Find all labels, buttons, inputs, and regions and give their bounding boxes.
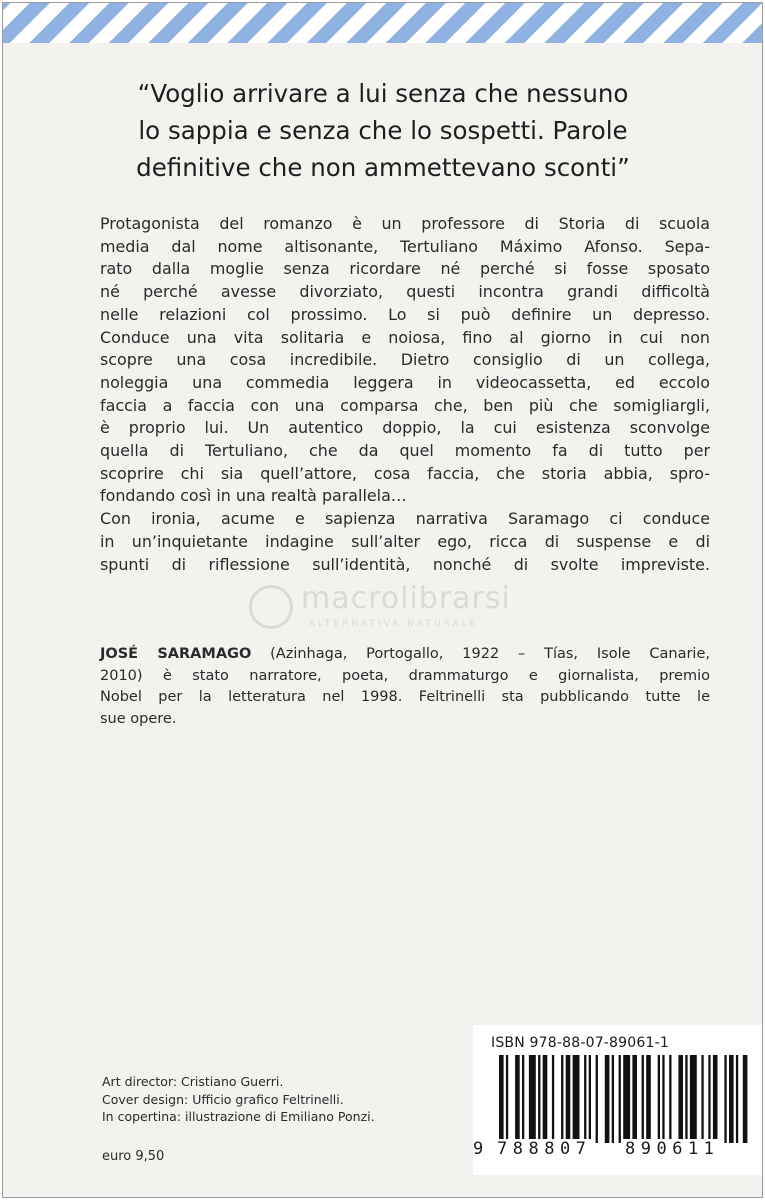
synopsis-line: noleggia una commedia leggera in videocassetta, ed eccolo xyxy=(100,372,710,392)
synopsis-line: spunti di riflessione sull’identità, nonché di svolte impreviste. xyxy=(100,554,710,574)
barcode-bar xyxy=(506,1055,508,1151)
synopsis-line: è proprio lui. Un autentico doppio, la cui esistenza sconvolge xyxy=(100,418,710,438)
barcode-bar xyxy=(678,1055,683,1143)
barcode-bar xyxy=(685,1055,687,1143)
pull-quote xyxy=(63,75,703,186)
bio-line: Nobel per la letteratura nel 1998. Feltrinelli sta pubblicando tutte le xyxy=(100,689,710,705)
barcode-bar xyxy=(552,1055,554,1143)
credit-cover-design: Cover design: Ufficio grafico Feltrinelli. xyxy=(102,1091,344,1107)
barcode-bar xyxy=(589,1055,591,1143)
bio-author-name: JOSÉ SARAMAGO xyxy=(100,646,252,662)
barcode-bar xyxy=(729,1055,734,1143)
quote-line: “Voglio arrivare a lui senza che nessuno xyxy=(137,79,629,108)
barcode-bar xyxy=(646,1055,651,1143)
ean-left-digits: 788807 xyxy=(497,1139,592,1159)
credit-cover-illustration: In copertina: illustrazione di Emiliano Ponzi. xyxy=(102,1109,375,1124)
isbn-label: ISBN 978-88-07-89061-1 xyxy=(491,1035,669,1051)
watermark-emblem-icon xyxy=(249,585,293,629)
barcode-bar xyxy=(584,1055,586,1143)
author-bio xyxy=(100,644,710,730)
synopsis-line: quella di Tertuliano, che da quel momento fa di tutto per xyxy=(100,441,710,461)
ean-first-digit: 9 xyxy=(473,1139,484,1159)
synopsis-line: rato dalla moglie senza ricordare né perché si fosse sposato xyxy=(100,259,710,279)
bio-line: sue opere. xyxy=(100,710,177,727)
synopsis-line: scopre una cosa incredibile. Dietro consiglio di un collega, xyxy=(100,350,710,370)
barcode-bar xyxy=(690,1055,697,1143)
quote-line: lo sappia e senza che lo sospetti. Parole xyxy=(138,116,628,145)
bio-line xyxy=(100,644,710,666)
barcode-bar xyxy=(561,1055,563,1143)
barcode-bar xyxy=(658,1055,660,1143)
barcode-bar xyxy=(662,1055,664,1143)
book-back-cover xyxy=(2,2,763,1198)
barcode-bar xyxy=(538,1055,540,1143)
barcode-bar xyxy=(713,1055,718,1143)
barcode-bar xyxy=(619,1055,621,1143)
barcode-bar xyxy=(543,1055,548,1143)
bio-line-text: (Azinhaga, Portogallo, 1922 – Tías, Isole Canarie, xyxy=(251,646,710,662)
barcode-bar xyxy=(708,1055,710,1143)
barcode-bar xyxy=(701,1055,703,1143)
synopsis-line: faccia a faccia con una comparsa che, ben più che somigliargli, xyxy=(100,395,710,415)
barcode-bar xyxy=(499,1055,504,1151)
barcode-bar xyxy=(515,1055,520,1143)
isbn-barcode-block xyxy=(473,1025,763,1175)
synopsis-line: né perché avesse divorziato, questi incontra grandi difficoltà xyxy=(100,282,710,302)
barcode-bar xyxy=(605,1055,610,1143)
watermark-tagline: ALTERNATIVA NATURALE xyxy=(309,619,479,629)
synopsis-line: Protagonista del romanzo è un professore di Storia di scuola xyxy=(100,214,710,233)
barcode-bar xyxy=(566,1055,571,1143)
synopsis-line: Conduce una vita solitaria e noiosa, fino al giorno in cui non xyxy=(100,327,710,347)
synopsis-line: nelle relazioni col prossimo. Lo si può definire un depresso. xyxy=(100,304,710,324)
barcode-bar xyxy=(724,1055,726,1143)
barcode-bar xyxy=(529,1055,536,1143)
credits xyxy=(102,1073,375,1126)
synopsis-line: media dal nome altisonante, Tertuliano Máximo Afonso. Sepa- xyxy=(100,236,710,256)
barcode-icon xyxy=(487,1055,749,1151)
barcode-bar xyxy=(573,1055,580,1143)
barcode-bar xyxy=(642,1055,644,1143)
barcode-bar xyxy=(623,1055,630,1151)
synopsis-line: fondando così in una realtà parallela… xyxy=(100,486,407,506)
barcode-bar xyxy=(632,1055,637,1151)
barcode-bar xyxy=(743,1055,748,1143)
barcode-bar xyxy=(612,1055,614,1143)
synopsis-line: scoprire chi sia quell’attore, cosa faccia, che storia abbia, spro- xyxy=(100,463,710,483)
barcode-bar xyxy=(596,1055,598,1143)
watermark-logo xyxy=(249,581,569,641)
barcode-bar xyxy=(736,1055,738,1143)
synopsis-line: in un’inquietante indagine sull’alter ego, ricca di suspense e di xyxy=(100,531,710,551)
barcode-bar xyxy=(522,1055,524,1143)
quote-line: definitive che non ammettevano sconti” xyxy=(136,153,630,182)
diagonal-stripe-band xyxy=(3,3,762,43)
ean-right-digits: 890611 xyxy=(625,1139,720,1159)
watermark-name: macrolibrarsi xyxy=(301,581,511,616)
price: euro 9,50 xyxy=(102,1149,165,1164)
ean-digits xyxy=(473,1139,763,1159)
barcode-bar xyxy=(669,1055,671,1143)
synopsis-line: Con ironia, acume e sapienza narrativa Saramago ci conduce xyxy=(100,509,710,529)
credit-art-director: Art director: Cristiano Guerri. xyxy=(102,1074,284,1089)
synopsis xyxy=(100,213,710,576)
bio-line: 2010) è stato narratore, poeta, drammaturgo e giornalista, premio xyxy=(100,667,710,684)
